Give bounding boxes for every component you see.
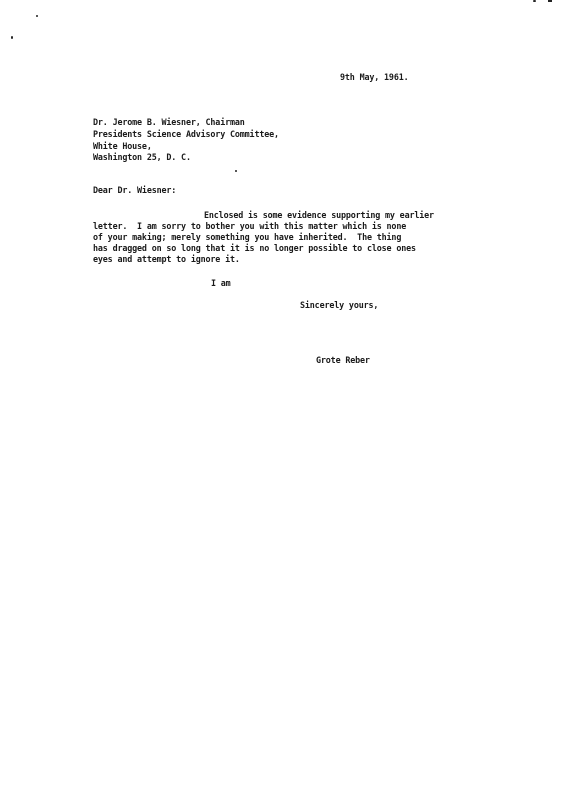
salutation: Dear Dr. Wiesner: xyxy=(93,185,177,195)
scan-speck xyxy=(11,36,13,39)
recipient-name: Dr. Jerome B. Wiesner, Chairman xyxy=(93,117,245,127)
remark: I am xyxy=(211,278,231,288)
scan-speck xyxy=(548,0,552,2)
scan-speck xyxy=(36,15,38,17)
body-line: letter. I am sorry to bother you with this matter which is none xyxy=(93,221,407,231)
body-line: Enclosed is some evidence supporting my earlier xyxy=(204,210,434,220)
recipient-organization: Presidents Science Advisory Committee, xyxy=(93,129,279,139)
body-line: eyes and attempt to ignore it. xyxy=(93,254,240,264)
closing: Sincerely yours, xyxy=(300,300,379,310)
scan-speck xyxy=(235,170,237,172)
recipient-building: White House, xyxy=(93,141,152,151)
letter-date: 9th May, 1961. xyxy=(340,72,409,82)
recipient-city: Washington 25, D. C. xyxy=(93,152,191,162)
signature-name: Grote Reber xyxy=(316,355,370,365)
body-line: of your making; merely something you have inherited. The thing xyxy=(93,232,402,242)
body-line: has dragged on so long that it is no longer possible to close ones xyxy=(93,243,416,253)
scan-speck xyxy=(533,0,536,2)
